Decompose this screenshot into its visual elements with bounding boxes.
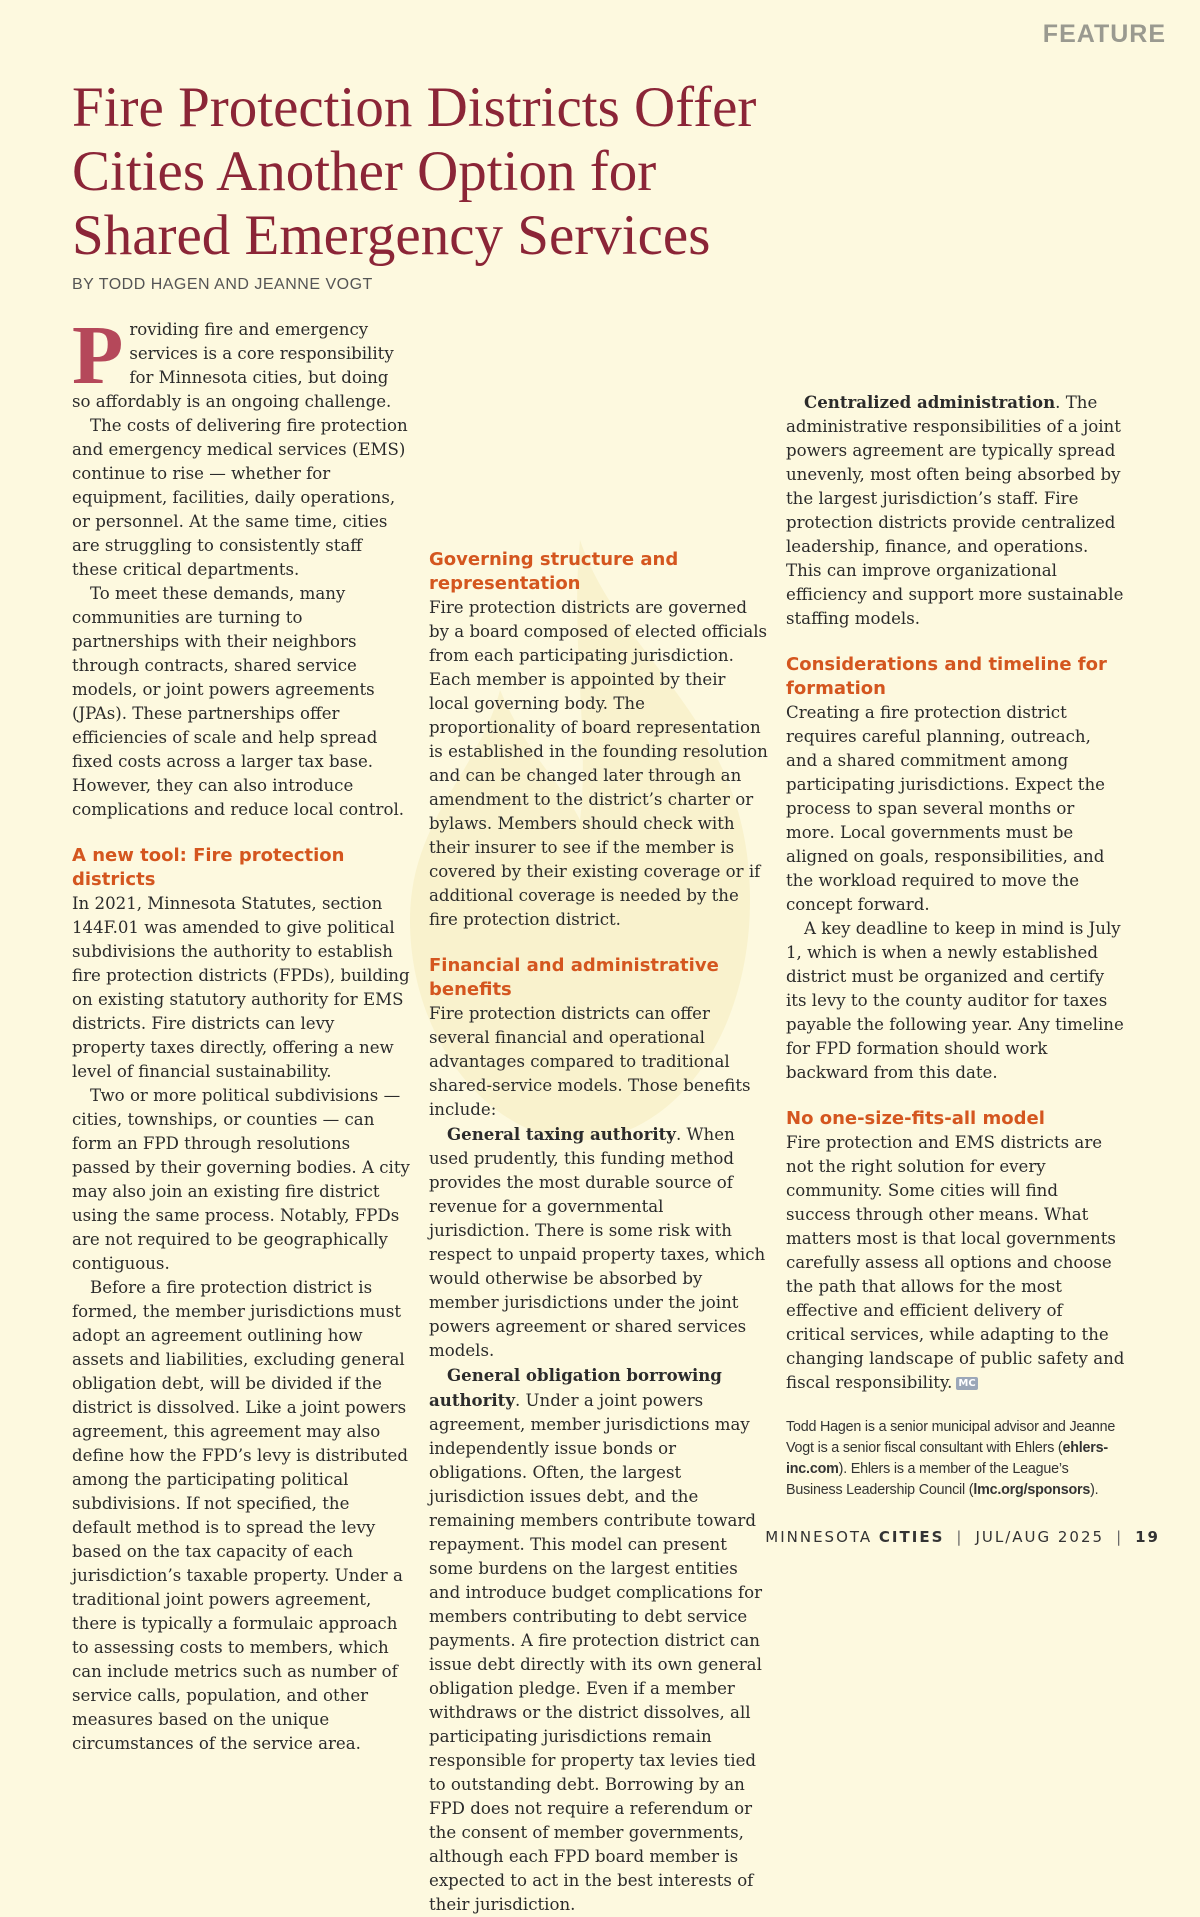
intro-text-1: roviding fire and emergency services is a core responsibility for Minnesota cities, but doing so affordably is an ongoing challenge. [72,320,394,411]
subheading-financial-benefits: Financial and administrative benefits [429,955,719,1000]
article-headline [72,76,772,268]
headline-line-1: Fire Protection Districts Offer [72,76,757,139]
bio-text: Todd Hagen is a senior municipal advisor and Jeanne Vogt is a senior fiscal consultant with Ehlers ( [786,1419,1116,1456]
subheading-new-tool: A new tool: Fire protection districts [72,845,345,890]
footer-divider: | [1116,1528,1124,1546]
closing-paragraph [786,1131,1126,1395]
benefit-title: General taxing authority [447,1124,676,1144]
body-paragraph: Before a fire protection district is formed, the member jurisdictions must adopt an agreement outlining how assets and liabilities, excluding general obligation debt, will be divided if the district is dissolved. Like a joint powers agreement, this agreement may also define how the FPD’s levy is distributed among the participating political subdivisions. If not specified, the default method is to spread the levy based on the tax capacity of each jurisdiction’s taxable property. Under a traditional joint powers agreement, there is typically a formulaic approach to assessing costs to members, which can include metrics such as number of service calls, population, and other measures based on the unique circumstances of the service area. [72,1278,408,1753]
author-bio [786,1417,1126,1501]
body-paragraph: Two or more political subdivisions — cities, townships, or counties — can form an FPD through resolutions passed by their governing bodies. A city may also join an existing fire district using the same process. Notably, FPDs are not required to be geographically contiguous. [72,1086,410,1273]
body-paragraph: Creating a fire protection district requires careful planning, outreach, and a shared commitment among participating jurisdictions. Expect the process to span several months or more. Local governments must be aligned on goals, responsibilities, and the workload required to move the concept forward. [786,703,1105,914]
bio-text: ). [1090,1482,1099,1498]
benefit-title: Centralized administration [804,392,1056,412]
page-footer [765,1528,1160,1546]
footer-divider: | [956,1528,964,1546]
body-paragraph: Fire protection districts can offer several financial and operational advantages compared to traditional shared-service models. Those benefits include: [429,1004,751,1119]
magazine-name-bold: CITIES [878,1528,945,1546]
benefit-centralized-administration [786,390,1126,631]
magazine-name-light: MINNESOTA [765,1528,873,1546]
intro-paragraph-2: The costs of delivering fire protection and emergency medical services (EMS) continue to rise — whether for equipment, facilities, daily operations, or personnel. At the same time, cities are struggling to consistently staff these critical departments. [72,416,408,579]
column-3 [786,78,1126,1501]
headline-line-2: Cities Another Option for [72,140,657,203]
benefit-borrowing-authority [429,1363,769,1917]
end-mark-logo: MC [958,1378,976,1389]
section-label: FEATURE [1042,20,1166,48]
body-paragraph: A key deadline to keep in mind is July 1, which is when a newly established district must be organized and certify its levy to the county auditor for taxes payable the following year. Any timeline for FPD formation should work backward from this date. [786,919,1124,1082]
intro-paragraph-3: To meet these demands, many communities are turning to partnerships with their neighbors through contracts, shared service models, or joint powers agreements (JPAs). These partnerships offer efficiencies of scale and help spread fixed costs across a larger tax base. However, they can also introduce complications and reduce local control. [72,584,405,819]
bio-text: ). Ehlers is a member of the League’s Business Leadership Council ( [786,1461,1069,1498]
issue-date: JUL/AUG 2025 [975,1528,1105,1546]
page-number: 19 [1135,1528,1160,1546]
benefit-text: . When used prudently, this funding method provides the most durable source of revenue for a governmental jurisdiction. There is some risk with respect to unpaid property taxes, which would otherwise be absorbed by member jurisdictions under the joint powers agreement or shared services models. [429,1125,766,1360]
intro-paragraph-1 [72,309,412,414]
body-paragraph: In 2021, Minnesota Statutes, section 144F.01 was amended to give political subdivisions the authority to establish fire protection districts (FPDs), building on existing statutory authority for EMS districts. Fire districts can levy property taxes directly, offering a new level of financial sustainability. [72,894,410,1081]
sponsors-link[interactable]: lmc.org/sponsors [973,1482,1091,1498]
benefit-text: . Under a joint powers agreement, member jurisdictions may independently issue bonds or obligations. Often, the largest jurisdiction issues debt, and the remaining members contribute toward repayment. This model can present some burdens on the largest entities and introduce budget complications for members contributing to debt service payments. A fire protection district can issue debt directly with its own general obligation pledge. Even if a member withdraws or the district dissolves, all participating jurisdictions remain responsible for property tax levies tied to outstanding debt. Borrowing by an FPD does not require a referendum or the consent of member governments, although each FPD board member is expected to act in the best interests of their jurisdiction. [429,1391,763,1914]
ehlers-link[interactable]: ehlers-inc.com [786,1440,1108,1477]
benefit-text: . The administrative responsibilities of a joint powers agreement are typically spread unevenly, most often being absorbed by the largest jurisdiction’s staff. Fire protection districts provide centralized leadership, finance, and operations. This can improve organizational efficiency and support more sustainable staffing models. [786,393,1124,628]
headline-line-3: Shared Emergency Services [72,204,711,267]
drop-cap: P [72,309,124,402]
subheading-considerations-timeline: Considerations and timeline for formation [786,654,1107,699]
body-paragraph: Fire protection districts are governed by a board composed of elected officials from each participating jurisdiction. Each member is appointed by their local governing body. The proportionality of board representation is established in the founding resolution and can be changed later through an amendment to the district’s charter or bylaws. Members should check with their insurer to see if the member is covered by their existing coverage or if additional coverage is needed by the fire protection district. [429,598,768,929]
closing-text: Fire protection and EMS districts are not the right solution for every community. Some cities will find success through other means. What matters most is that local governments carefully assess all options and choose the path that allows for the most effective and efficient delivery of critical services, while adapting to the changing landscape of public safety and fiscal responsibility. [786,1133,1125,1392]
subheading-governing-structure: Governing structure and representation [429,549,679,594]
column-2 [429,318,769,1917]
column-1 [72,309,412,1756]
subheading-no-one-size: No one-size-fits-all model [786,1108,1045,1129]
byline: BY TODD HAGEN AND JEANNE VOGT [72,276,373,293]
benefit-title: General obligation borrowing authority [429,1365,722,1410]
benefit-taxing-authority [429,1122,769,1363]
